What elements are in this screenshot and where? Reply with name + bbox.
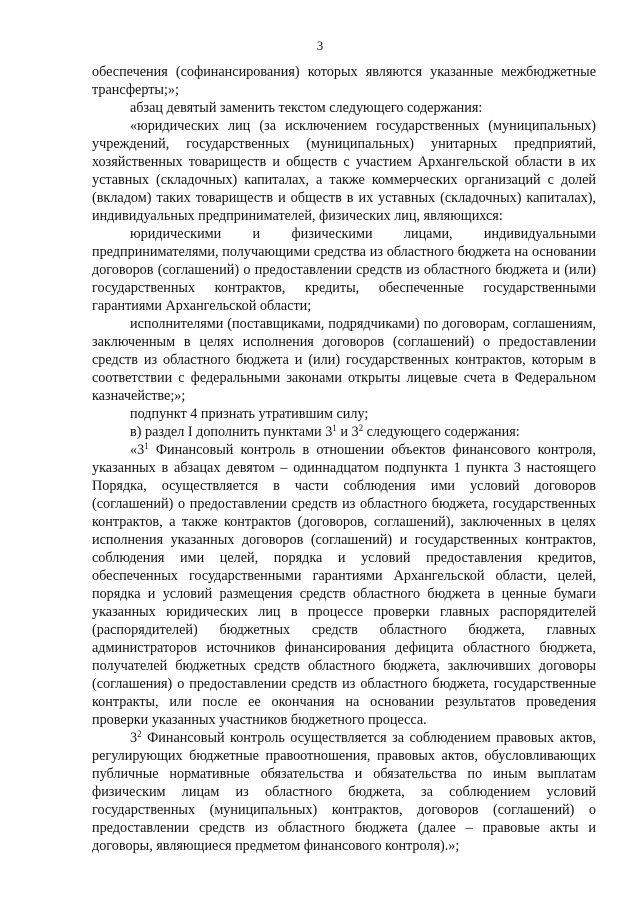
item-3-1-prefix: «3 bbox=[130, 442, 145, 458]
paragraph-amendment-intro: абзац девятый заменить текстом следующего содержания: bbox=[130, 100, 483, 116]
paragraph-contractors: исполнителями (поставщиками, подрядчиками) по договорам, соглашениям, заключенным в целях исполнения договоров (соглашений) о предоставлении средств из областного бюджета и (или) государственных контрактов, которым в соответствии с федеральными законами открыты лицевые счета в Федеральном казначействе;»; bbox=[92, 316, 596, 404]
item-c-middle: и 3 bbox=[336, 424, 359, 440]
item-3-2-prefix: 3 bbox=[130, 730, 138, 746]
paragraph-item-3-1 bbox=[92, 441, 596, 729]
document-body bbox=[92, 63, 596, 855]
item-3-2-text: Финансовый контроль осуществляется за соблюдением правовых актов, регулирующих бюджетные правоотношения, правовых актов, обусловливающих публичные нормативные обязательства и обязательства по иным выплатам физическим лицам из областного бюджета, за соблюдением условий государственных (муниципальных) контрактов, договоров (соглашений) о предоставлении средств из областного бюджета (далее – правовые акты и договоры, являющиеся предметом финансового контроля).»; bbox=[92, 730, 596, 854]
paragraph-recipients: юридическими и физическими лицами, индивидуальными предпринимателями, получающими средства из областного бюджета на основании договоров (соглашений) о предоставлении средств из областного бюджета и (или) государственных контрактов, кредиты, обеспеченные государственными гарантиями Архангельской области; bbox=[92, 226, 596, 314]
item-c-before: в) раздел I дополнить пунктами 3 bbox=[130, 424, 333, 440]
page-number: 3 bbox=[316, 38, 324, 53]
item-c-sup1: 1 bbox=[332, 423, 337, 433]
paragraph-subitem-4: подпункт 4 признать утратившим силу; bbox=[130, 406, 369, 422]
paragraph-continuation: обеспечения (софинансирования) которых являются указанные межбюджетные трансферты;»; bbox=[92, 64, 596, 98]
item-3-1-sup: 1 bbox=[144, 441, 149, 451]
paragraph-item-3-2 bbox=[92, 729, 596, 855]
item-c-sup2: 2 bbox=[358, 423, 364, 433]
paragraph-item-c bbox=[92, 423, 596, 441]
item-3-1-text: Финансовый контроль в отношении объектов финансового контроля, указанных в абзацах девятом – одиннадцатом подпункта 1 пункта 3 настоящего Порядка, осуществляется в части соблюдения ими условий договоров (соглашений) о предоставлении средств из областного бюджета, государственных контрактов, а также контрактов (договоров, соглашений), заключенных в целях исполнения указанных договоров (соглашений) и государственных контрактов, соблюдения ими целей, порядка и условий предоставления кредитов, обеспеченных государственными гарантиями Архангельской области, целей, порядка и условий размещения средств областного бюджета в ценные бумаги указанных юридических лиц в процессе проверки главных распорядителей (распорядителей) бюджетных средств областного бюджета, главных администраторов источников финансирования дефицита областного бюджета, получателей бюджетных средств областного бюджета, заключивших договоры (соглашения) о предоставлении средств из областного бюджета, государственные контракты, или после ее окончания на основании результатов проведения проверки указанных участников бюджетного процесса. bbox=[92, 442, 596, 728]
item-3-2-sup: 2 bbox=[137, 729, 142, 739]
paragraph-legal-entities: «юридических лиц (за исключением государственных (муниципальных) учреждений, государственных (муниципальных) унитарных предприятий, хозяйственных товариществ и обществ с участием Архангельской области в их уставных (складочных) капиталах, а также коммерческих организаций с долей (вкладом) таких товариществ и обществ в их уставных (складочных) капиталах), индивидуальных предпринимателей, физических лиц, являющихся: bbox=[92, 118, 596, 224]
item-c-after: следующего содержания: bbox=[363, 424, 520, 440]
